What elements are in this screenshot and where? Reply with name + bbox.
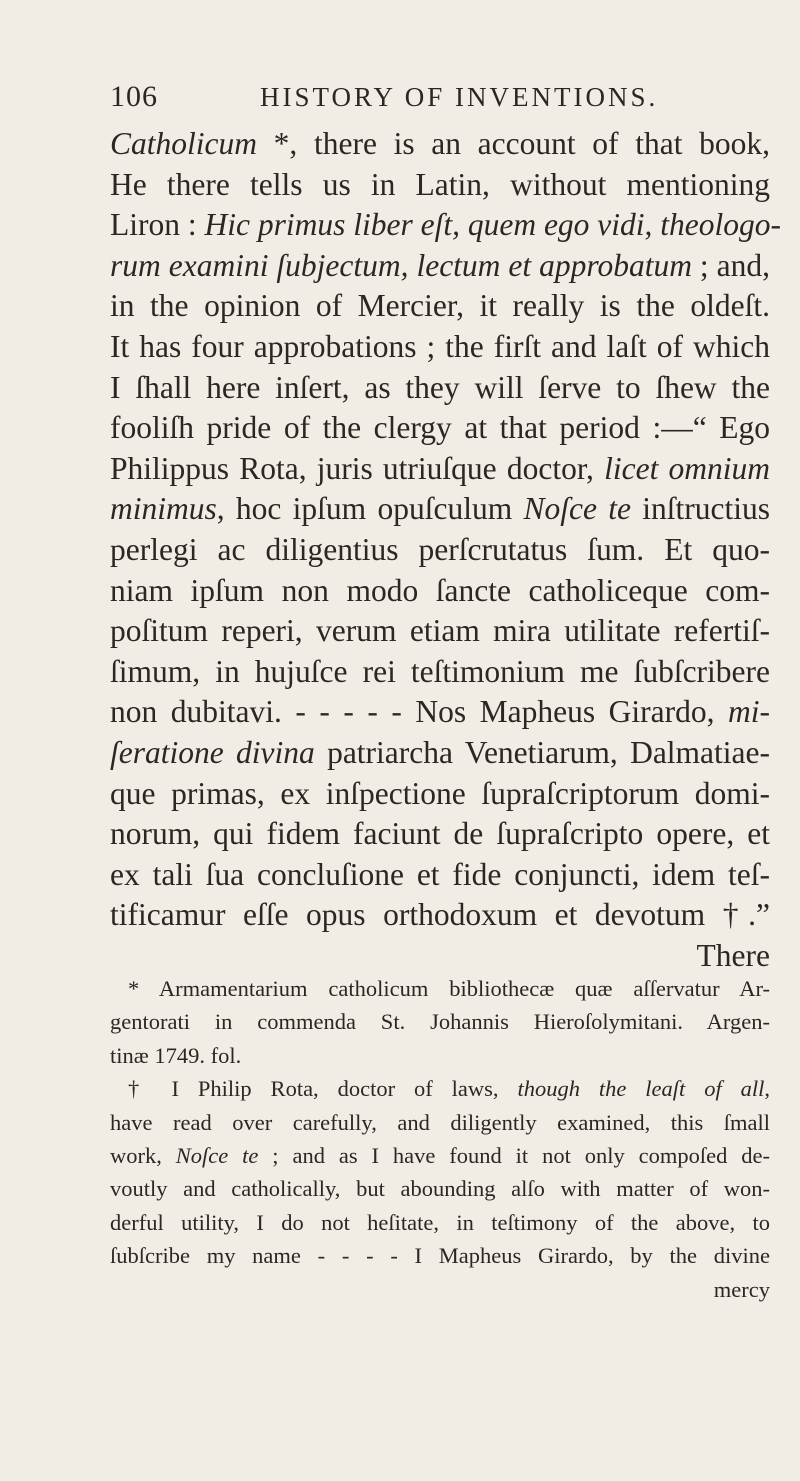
text-line: tificamur eſſe opus orthodoxum et devotum †.” bbox=[110, 897, 770, 933]
text-line: He there tells us in Latin, without mentioning bbox=[110, 166, 770, 202]
footnote-line: mercy bbox=[713, 1276, 770, 1302]
text-line: perlegi ac diligentius perſcrutatus ſum. Et quo- bbox=[110, 531, 770, 567]
text-line: ſimum, in hujuſce rei teſtimonium me ſubſcribere bbox=[110, 653, 770, 689]
footnotes bbox=[110, 972, 770, 1306]
footnote-line: have read over carefully, and diligently examined, this ſmall bbox=[110, 1109, 770, 1135]
page-header bbox=[110, 80, 770, 116]
running-head: HISTORY OF INVENTIONS. bbox=[260, 82, 659, 112]
footnote-line: † I Philip Rota, doctor of laws, though the leaſt of all, bbox=[128, 1076, 770, 1102]
footnote-line: voutly and catholically, but abounding alſo with matter of won- bbox=[110, 1176, 770, 1202]
text-line: ſeratione divina patriarcha Venetiarum, Dalmatiae- bbox=[110, 734, 770, 770]
text-line: non dubitavi. - - - - - Nos Mapheus Girardo, mi- bbox=[110, 694, 770, 730]
text-line: Liron : Hic primus liber eſt, quem ego vidi, theologo- bbox=[110, 207, 782, 243]
page-number: 106 bbox=[110, 80, 158, 113]
text-line: que primas, ex inſpectione ſupraſcriptorum domi- bbox=[110, 775, 770, 811]
catchword: There bbox=[696, 937, 770, 973]
footnote-line: work, Noſce te ; and as I have found it not only compoſed de- bbox=[110, 1142, 770, 1168]
text-line: I ſhall here inſert, as they will ſerve to ſhew the bbox=[110, 369, 770, 405]
footnote-line: tinæ 1749. fol. bbox=[110, 1042, 242, 1068]
text-line: poſitum reperi, verum etiam mira utilitate refertiſ- bbox=[110, 613, 770, 649]
main-text bbox=[110, 124, 782, 976]
text-line: niam ipſum non modo ſancte catholiceque com- bbox=[110, 572, 770, 608]
text-line: Catholicum *, there is an account of that book, bbox=[110, 126, 770, 161]
text-line: ex tali ſua concluſione et fide conjuncti, idem teſ- bbox=[110, 856, 770, 892]
text-line: rum examini ſubjectum, lectum et approbatum ; and, bbox=[110, 247, 770, 283]
text-line: minimus, hoc ipſum opuſculum Noſce te inſtructius bbox=[110, 491, 770, 527]
text-line: Philippus Rota, juris utriuſque doctor, licet omnium bbox=[110, 450, 771, 486]
footnote-line: derful utility, I do not heſitate, in teſtimony of the above, to bbox=[110, 1209, 770, 1235]
text-line: It has four approbations ; the firſt and laſt of which bbox=[110, 328, 770, 364]
text-line: norum, qui fidem faciunt de ſupraſcripto opere, et bbox=[110, 816, 770, 852]
footnote-line: * Armamentarium catholicum bibliothecæ quæ aſſervatur Ar- bbox=[128, 976, 770, 1001]
text-line: fooliſh pride of the clergy at that period :—“ Ego bbox=[110, 410, 770, 446]
footnote-line: ſubſcribe my name - - - - I Mapheus Girardo, by the divine bbox=[110, 1243, 770, 1269]
footnote-line: gentorati in commenda St. Johannis Hieroſolymitani. Argen- bbox=[110, 1009, 770, 1035]
text-line: in the opinion of Mercier, it really is the oldeſt. bbox=[110, 288, 770, 324]
